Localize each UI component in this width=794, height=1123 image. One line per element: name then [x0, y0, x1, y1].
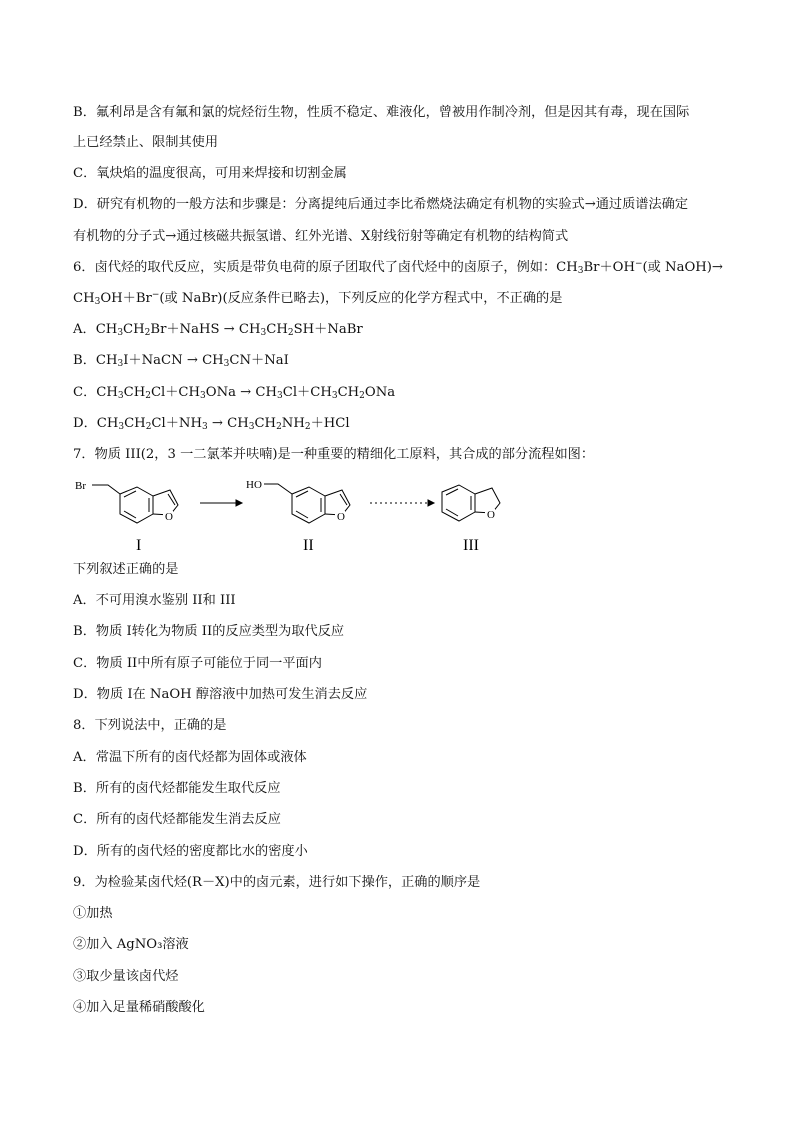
q7-option-c: C．物质 II中所有原子可能位于同一平面内: [73, 656, 322, 671]
compound-iii-structure: [442, 485, 500, 521]
q5-option-c: C．氧炔焰的温度很高，可用来焊接和切割金属: [73, 166, 347, 181]
q8-option-a: A．常温下所有的卤代烃都为固体或液体: [73, 750, 307, 765]
multistep-arrow: [370, 500, 434, 506]
q8-option-c: C．所有的卤代烃都能发生消去反应: [73, 812, 281, 827]
q8-option-d: D．所有的卤代烃的密度都比水的密度小: [73, 844, 308, 859]
q9-step-2: ②加入 AgNO₃溶液: [73, 937, 189, 952]
option-label: C．: [73, 385, 97, 400]
oxygen-label: O: [337, 511, 345, 523]
q6-intro-text: 6．卤代烃的取代反应，实质是带负电荷的原子团取代了卤代烃中的卤原子，例如：: [73, 260, 557, 275]
option-label: D．: [73, 416, 97, 431]
q7-ask: 下列叙述正确的是: [73, 562, 179, 577]
compound-ii-structure: [246, 479, 350, 523]
q6-option-c: C．$CH_3CH_2Cl+CH_3ONa \to CH_3Cl+CH_3CH_2ONa$: [73, 385, 396, 401]
q9-stem: 9．为检验某卤代烃(R－X)中的卤元素，进行如下操作，正确的顺序是: [73, 875, 481, 890]
oxygen-label: O: [165, 511, 173, 523]
q6-stem-line1: [73, 259, 723, 277]
q6-stem-line2: [73, 290, 562, 308]
q7-option-b: B．物质 I转化为物质 II的反应类型为取代反应: [73, 624, 345, 639]
oxygen-label: O: [487, 509, 495, 521]
q9-step-4: ④加入足量稀硝酸酸化: [73, 1000, 205, 1015]
compound-iii-label: III: [463, 537, 479, 554]
compound-ii-label: II: [303, 537, 314, 554]
q6-example-formula: $CH_3Br+OH^-$: [556, 259, 643, 276]
q6-option-b: B．$CH_3I+NaCN \to CH_3CN+NaI$: [73, 353, 289, 369]
option-label: B．: [73, 353, 96, 368]
q9-step-3: ③取少量该卤代烃: [73, 969, 179, 984]
q7-stem: 7．物质 III(2，3 一二氯苯并呋喃)是一种重要的精细化工原料，其合成的部分流程如图：: [73, 447, 595, 462]
q5-option-d-line2: 有机物的分子式→通过核磁共振氢谱、红外光谱、X射线衍射等确定有机物的结构简式: [73, 229, 569, 244]
q6-option-a: A．$CH_3CH_2Br+NaHS$ → $CH_3CH_2SH+NaBr$: [73, 322, 363, 338]
q5-option-d-line1: D．研究有机物的一般方法和步骤是：分离提纯后通过李比希燃烧法确定有机物的实验式→通过质谱法确定: [73, 197, 689, 212]
q5-option-b-line2: 上已经禁止、限制其使用: [73, 135, 219, 150]
q5-option-b-line1: B．氟利昂是含有氟和氯的烷烃衍生物，性质不稳定、难液化，曾被用作制冷剂，但是因其有毒，现在国际: [73, 105, 690, 120]
reaction-arrow: [200, 500, 242, 506]
q9-step-1: ①加热: [73, 906, 113, 921]
q6-option-d: D．$CH_3CH_2Cl+NH_3 \to CH_3CH_2NH_2+HCl$: [73, 416, 350, 432]
q8-option-b: B．所有的卤代烃都能发生取代反应: [73, 781, 281, 796]
option-label: A．: [73, 322, 96, 337]
hydroxyl-label: HO: [246, 479, 262, 491]
q8-stem: 8．下列说法中，正确的是: [73, 718, 227, 733]
q7-option-a: A．不可用溴水鉴别 II和 III: [73, 593, 236, 608]
q6-example-products: $CH_3OH+Br^-$: [73, 290, 160, 307]
compound-i-structure: [75, 480, 178, 523]
q6-stem-tail: (或 NaBr)(反应条件已略去)，下列反应的化学方程式中，不正确的是: [159, 291, 563, 306]
compound-i-label: I: [136, 537, 142, 554]
bromo-label: Br: [75, 480, 86, 492]
q7-option-d: D．物质 I在 NaOH 醇溶液中加热可发生消去反应: [73, 687, 368, 702]
q7-synthesis-scheme: [70, 474, 510, 556]
q6-example-cond: (或 NaOH)→: [642, 260, 723, 275]
